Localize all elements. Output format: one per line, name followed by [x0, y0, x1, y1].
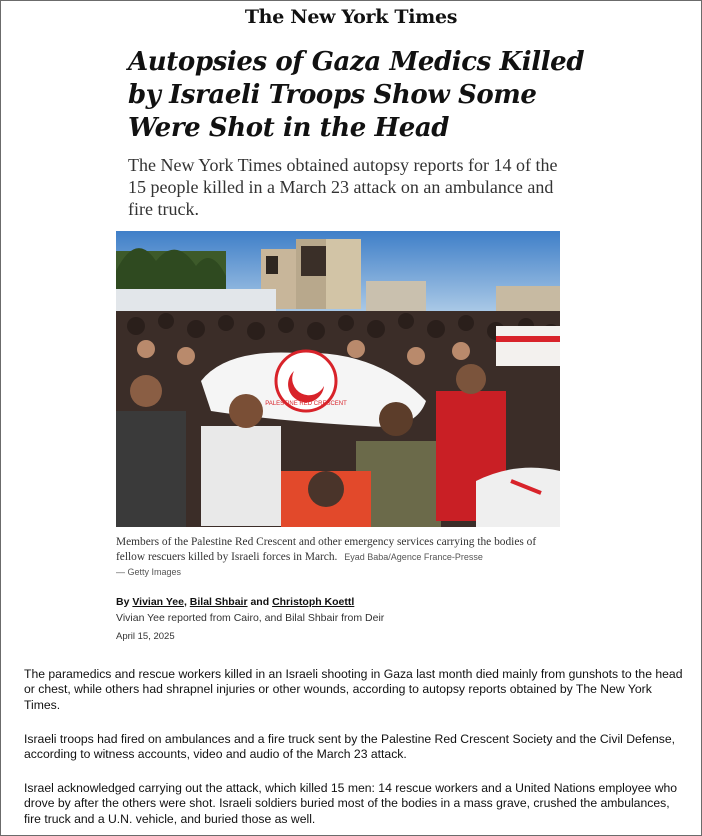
byline-prefix: By	[116, 596, 130, 608]
photo-credit: Eyad Baba/Agence France-Presse	[344, 552, 483, 562]
article-paragraph-2	[24, 732, 684, 763]
article-paragraph-3	[24, 781, 684, 827]
article-headline: Autopsies of Gaza Medics Killed by Israeli Troops Show Some Were Shot in the Head	[128, 47, 585, 143]
author-link-christoph-koettl[interactable]: Christoph Koettl	[272, 596, 355, 608]
paragraph-text: Israeli troops had fired on ambulances and a fire truck sent by the Palestine Red Crescent Society and the Civil Defense, according to witness accounts, video and audio of the March 23 attack.	[24, 732, 676, 762]
photo-illustration	[116, 231, 560, 527]
reported-from: Vivian Yee reported from Cairo, and Bilal Shbair from Deir	[116, 612, 385, 624]
paragraph-text: The paramedics and rescue workers killed in an Israeli shooting in Gaza last month died mainly from gunshots to the head or chest, while others had shrapnel injuries or other wounds, according to autopsy reports obtained by The New York Times.	[24, 667, 683, 712]
photo-credit-suffix: — Getty Images	[116, 567, 182, 577]
photo-caption	[116, 535, 566, 580]
article-paragraph-1	[24, 667, 684, 713]
paragraph-text: Israel acknowledged carrying out the attack, which killed 15 men: 14 rescue workers and a United Nations employee who drove by after the others were shot. Israeli soldiers buried most of the bodies in a mass grave, crushed the ambulances, fire truck and a U.N. vehicle, and buried those as well.	[24, 781, 678, 826]
byline	[116, 596, 354, 608]
article-photo	[116, 231, 560, 527]
masthead-logo[interactable]: The New York Times	[244, 6, 458, 28]
author-link-vivian-yee[interactable]: Vivian Yee	[132, 596, 184, 608]
publish-date: April 15, 2025	[116, 631, 175, 642]
byline-and: and	[250, 596, 270, 608]
author-link-bilal-shbair[interactable]: Bilal Shbair	[189, 596, 248, 608]
stretcher-text: PALESTINE RED CRESCENT	[265, 401, 347, 407]
ambulance	[496, 326, 560, 366]
article-summary: The New York Times obtained autopsy reports for 14 of the 15 people killed in a March 23 attack on an ambulance and fire truck.	[128, 155, 558, 219]
byline-separator: ,	[183, 596, 187, 608]
caption-text: Members of the Palestine Red Crescent and other emergency services carrying the bodies of fellow rescuers killed by Israeli forces in March.	[116, 536, 537, 563]
medic-white-shirt	[201, 426, 281, 526]
